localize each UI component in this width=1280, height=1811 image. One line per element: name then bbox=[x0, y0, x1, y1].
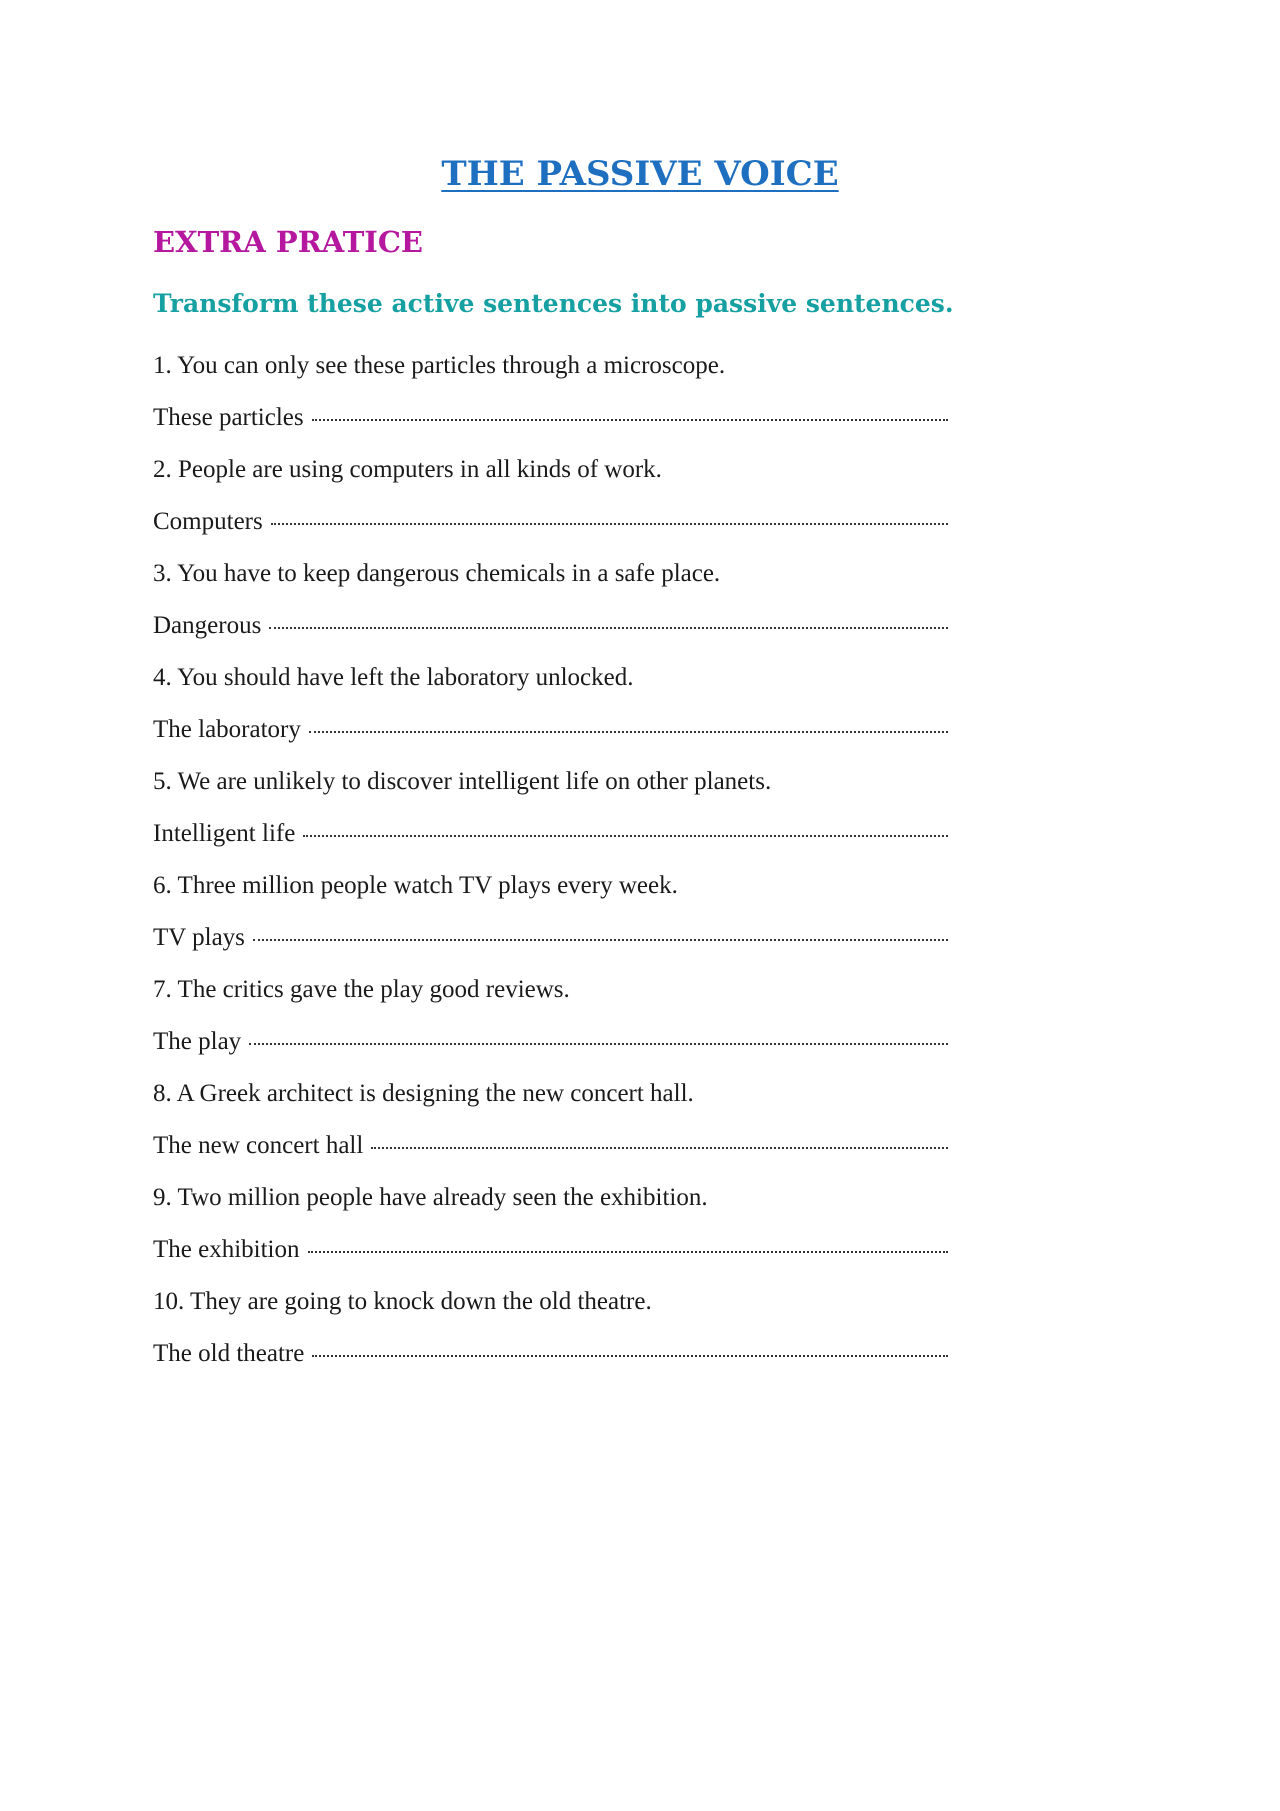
active-sentence: 4. You should have left the laboratory unlocked. bbox=[153, 664, 634, 691]
exercise-item bbox=[153, 340, 1153, 444]
answer-line[interactable] bbox=[153, 392, 948, 444]
answer-blank[interactable] bbox=[371, 1127, 948, 1149]
answer-blank[interactable] bbox=[303, 815, 948, 837]
answer-line[interactable] bbox=[153, 1016, 948, 1068]
answer-prompt: The new concert hall bbox=[153, 1132, 364, 1159]
answer-blank[interactable] bbox=[253, 919, 948, 941]
exercise-list bbox=[153, 340, 1153, 1380]
answer-prompt: Dangerous bbox=[153, 612, 262, 639]
section-heading: EXTRA PRATICE bbox=[153, 225, 424, 259]
answer-line[interactable] bbox=[153, 808, 948, 860]
answer-blank[interactable] bbox=[308, 1231, 949, 1253]
answer-blank[interactable] bbox=[309, 711, 948, 733]
answer-prompt: Computers bbox=[153, 508, 263, 535]
exercise-item bbox=[153, 860, 1153, 964]
exercise-item bbox=[153, 444, 1153, 548]
active-sentence: 1. You can only see these particles through a microscope. bbox=[153, 352, 726, 379]
instruction-text: Transform these active sentences into passive sentences. bbox=[153, 289, 954, 318]
answer-line[interactable] bbox=[153, 496, 948, 548]
answer-blank[interactable] bbox=[269, 607, 948, 629]
answer-prompt: These particles bbox=[153, 404, 304, 431]
active-sentence: 8. A Greek architect is designing the new concert hall. bbox=[153, 1080, 694, 1107]
answer-blank[interactable] bbox=[312, 1335, 948, 1357]
exercise-item bbox=[153, 964, 1153, 1068]
exercise-item bbox=[153, 1068, 1153, 1172]
answer-prompt: The laboratory bbox=[153, 716, 301, 743]
answer-blank[interactable] bbox=[312, 399, 948, 421]
answer-prompt: The exhibition bbox=[153, 1236, 300, 1263]
active-sentence: 2. People are using computers in all kinds of work. bbox=[153, 456, 662, 483]
active-sentence: 9. Two million people have already seen the exhibition. bbox=[153, 1184, 708, 1211]
answer-blank[interactable] bbox=[249, 1023, 948, 1045]
answer-line[interactable] bbox=[153, 912, 948, 964]
active-sentence: 5. We are unlikely to discover intelligent life on other planets. bbox=[153, 768, 772, 795]
answer-line[interactable] bbox=[153, 704, 948, 756]
active-sentence: 10. They are going to knock down the old theatre. bbox=[153, 1288, 652, 1315]
exercise-item bbox=[153, 652, 1153, 756]
answer-line[interactable] bbox=[153, 1328, 948, 1380]
exercise-item bbox=[153, 548, 1153, 652]
answer-line[interactable] bbox=[153, 1224, 948, 1276]
active-sentence: 6. Three million people watch TV plays every week. bbox=[153, 872, 678, 899]
exercise-item bbox=[153, 756, 1153, 860]
exercise-item bbox=[153, 1276, 1153, 1380]
active-sentence: 7. The critics gave the play good reviews. bbox=[153, 976, 570, 1003]
answer-line[interactable] bbox=[153, 1120, 948, 1172]
answer-prompt: Intelligent life bbox=[153, 820, 296, 847]
exercise-item bbox=[153, 1172, 1153, 1276]
answer-blank[interactable] bbox=[271, 503, 948, 525]
page-title: THE PASSIVE VOICE bbox=[441, 154, 839, 194]
answer-prompt: The play bbox=[153, 1028, 242, 1055]
answer-line[interactable] bbox=[153, 600, 948, 652]
active-sentence: 3. You have to keep dangerous chemicals in a safe place. bbox=[153, 560, 721, 587]
answer-prompt: The old theatre bbox=[153, 1340, 305, 1367]
answer-prompt: TV plays bbox=[153, 924, 245, 951]
